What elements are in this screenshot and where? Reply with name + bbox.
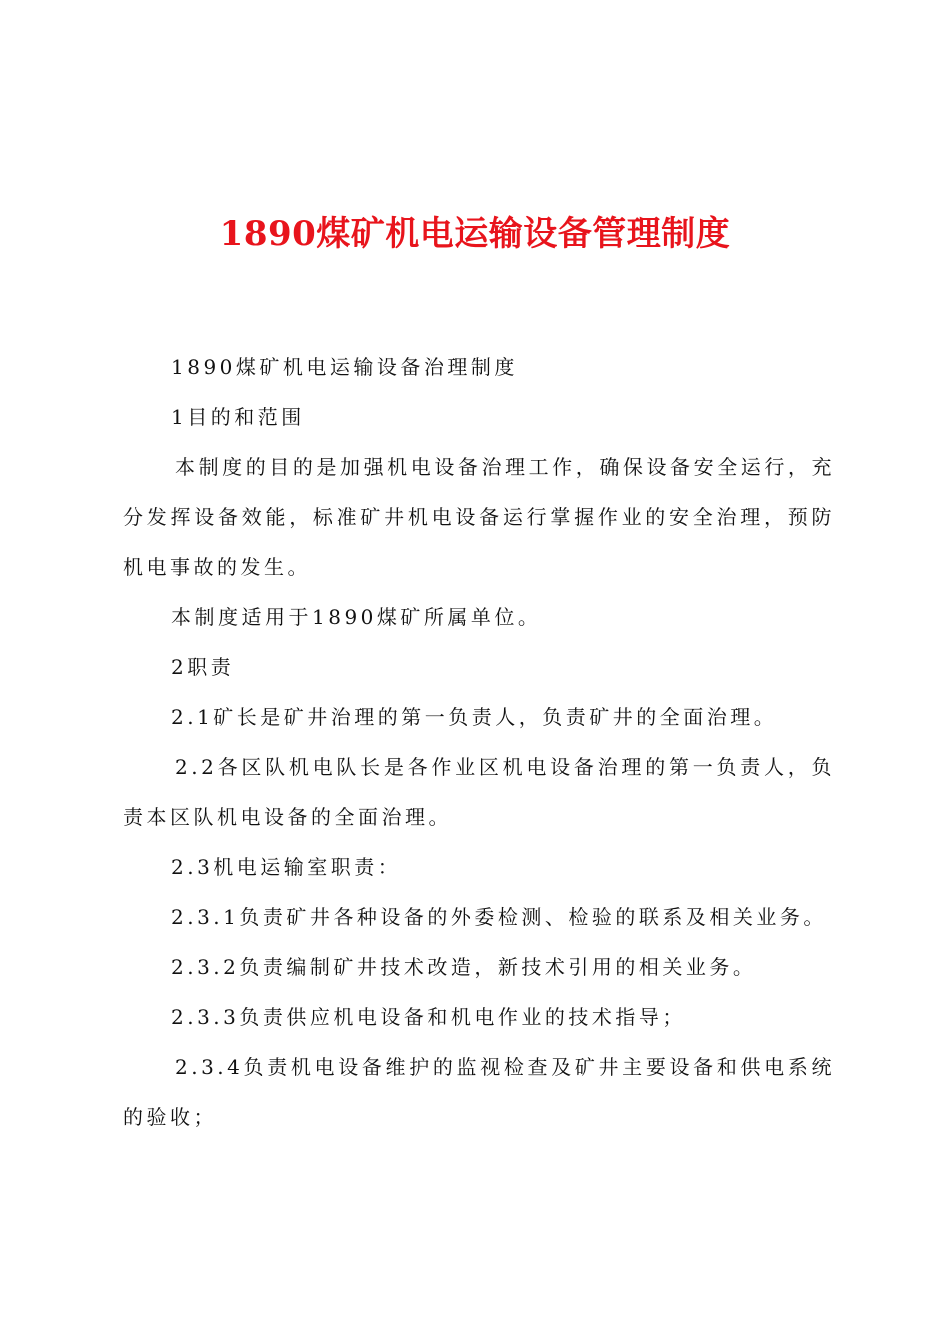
- paragraph-scope: 本制度适用于1890煤矿所属单位。: [171, 605, 542, 629]
- paragraph-2-3-2: 2.3.2负责编制矿井技术改造，新技术引用的相关业务。: [171, 955, 757, 979]
- paragraph-purpose: 本制度的目的是加强机电设备治理工作，确保设备安全运行，充分发挥设备效能，标准矿井机电设备运行掌握作业的安全治理，预防机电事故的发生。: [123, 455, 835, 579]
- paragraph-2-2: 2.2各区队机电队长是各作业区机电设备治理的第一负责人，负责本区队机电设备的全面治理。: [123, 755, 835, 829]
- document-body: [123, 342, 835, 1142]
- paragraph-2-3-1: 2.3.1负责矿井各种设备的外委检测、检验的联系及相关业务。: [171, 905, 827, 929]
- paragraph-2-3-4: 2.3.4负责机电设备维护的监视检查及矿井主要设备和供电系统的验收；: [123, 1055, 835, 1129]
- paragraph-2-3-3: 2.3.3负责供应机电设备和机电作业的技术指导；: [171, 1005, 686, 1029]
- paragraph-section-1-heading: 1目的和范围: [171, 405, 305, 429]
- paragraph-section-2-heading: 2职责: [171, 655, 235, 679]
- paragraph-subtitle: 1890煤矿机电运输设备治理制度: [171, 355, 518, 379]
- document-title: 1890煤矿机电运输设备管理制度: [219, 214, 731, 254]
- paragraph-2-3: 2.3机电运输室职责：: [171, 855, 402, 879]
- paragraph-2-1: 2.1矿长是矿井治理的第一负责人，负责矿井的全面治理。: [171, 705, 778, 729]
